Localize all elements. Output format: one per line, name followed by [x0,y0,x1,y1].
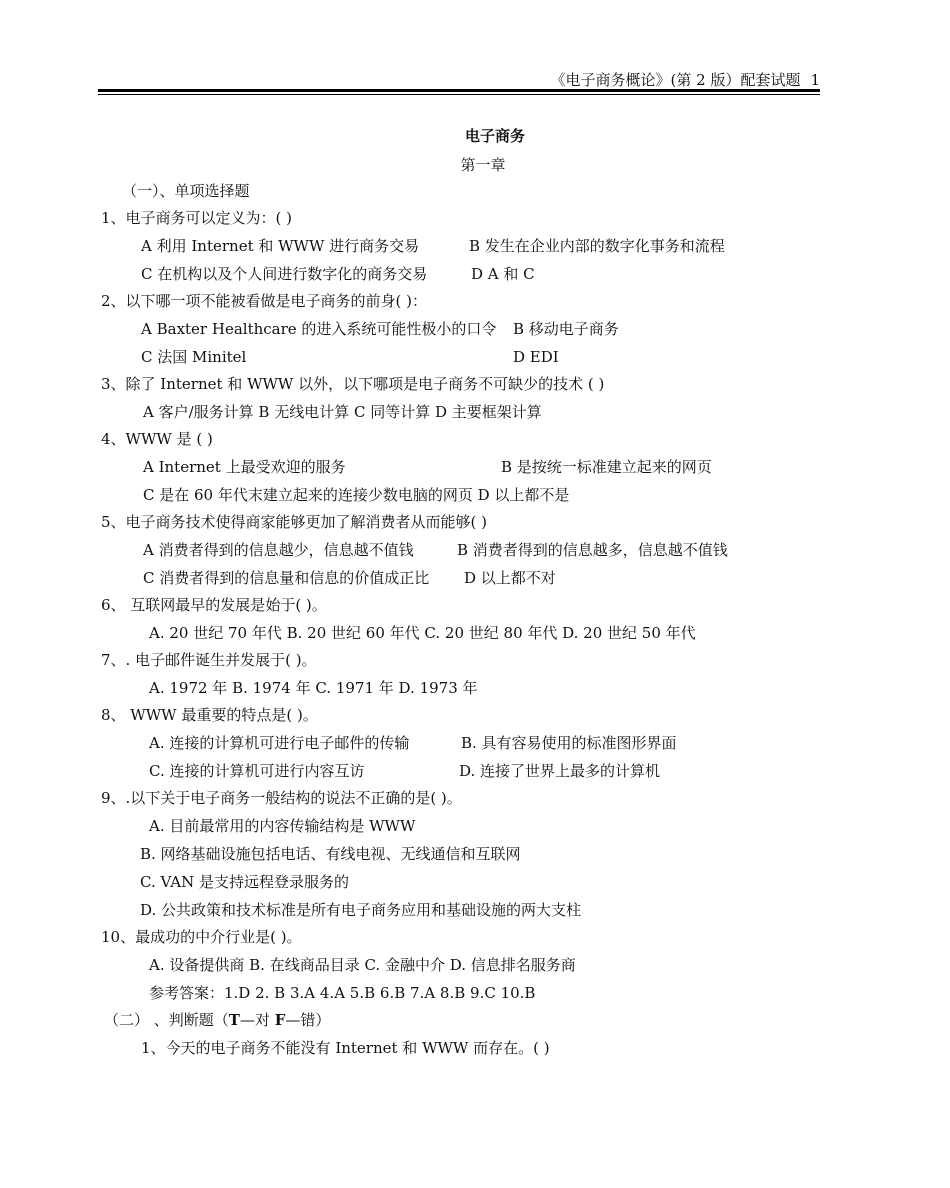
header-title: 《电子商务概论》(第 2 版）配套试题 [550,71,801,89]
doc-title: 电子商务 [464,127,525,145]
page-number: 1 [810,71,820,89]
question-10-stem: 10、最成功的中介行业是( )。 [101,928,302,946]
question-9-option-c: C. VAN 是支持远程登录服务的 [140,873,350,891]
question-9-stem: 9、.以下关于电子商务一般结构的说法不正确的是( )。 [101,789,462,807]
section2-heading-prefix: （二） 、判断题（ [104,1011,229,1029]
question-8-option-b: B. 具有容易使用的标准图形界面 [461,734,677,752]
section-heading-true-false [104,1010,330,1030]
question-6-options: A. 20 世纪 70 年代 B. 20 世纪 60 年代 C. 20 世纪 80 年代 D. 20 世纪 50 年代 [149,624,696,642]
question-1-option-b: B 发生在企业内部的数字化事务和流程 [469,237,725,255]
question-5-option-c: C 消费者得到的信息量和信息的价值成正比 [143,569,430,587]
question-9-option-d: D. 公共政策和技术标准是所有电子商务应用和基础设施的两大支柱 [140,901,582,919]
question-2-option-b: B 移动电子商务 [513,320,619,338]
header-rule-thick [98,89,820,92]
question-1-option-a: A 利用 Internet 和 WWW 进行商务交易 [141,237,420,255]
question-6-stem: 6、 互联网最早的发展是始于( )。 [101,596,327,614]
question-5-option-b: B 消费者得到的信息越多，信息越不值钱 [457,541,728,559]
running-header [551,69,820,90]
chapter-title: 第一章 [460,156,506,174]
false-label: —错） [285,1011,331,1029]
false-symbol: F [274,1011,286,1029]
answer-key: 参考答案：1.D 2. B 3.A 4.A 5.B 6.B 7.A 8.B 9.C 10.B [149,984,536,1002]
section-heading-single-choice: （一）、单项选择题 [122,182,250,200]
question-4-stem: 4、WWW 是 ( ) [101,430,213,448]
question-1-option-d: D A 和 C [471,265,535,283]
question-7-options: A. 1972 年 B. 1974 年 C. 1971 年 D. 1973 年 [149,679,478,697]
question-8-option-a: A. 连接的计算机可进行电子邮件的传输 [149,734,410,752]
question-3-options: A 客户/服务计算 B 无线电计算 C 同等计算 D 主要框架计算 [143,403,542,421]
question-8-stem: 8、 WWW 最重要的特点是( )。 [101,706,318,724]
question-2-stem: 2、以下哪一项不能被看做是电子商务的前身( )： [101,292,428,310]
true-false-item-1: 1、今天的电子商务不能没有 Internet 和 WWW 而存在。( ) [141,1039,550,1057]
question-4-option-a: A Internet 上最受欢迎的服务 [143,458,346,476]
true-label: —对 [239,1011,275,1029]
question-4-option-b: B 是按统一标准建立起来的网页 [501,458,712,476]
question-2-option-a: A Baxter Healthcare 的进入系统可能性极小的口令 [141,320,497,338]
question-4-option-cd: C 是在 60 年代末建立起来的连接少数电脑的网页 D 以上都不是 [143,486,570,504]
question-9-option-b: B. 网络基础设施包括电话、有线电视、无线通信和互联网 [140,845,521,863]
question-5-option-d: D 以上都不对 [464,569,556,587]
question-7-stem: 7、. 电子邮件诞生并发展于( )。 [101,651,317,669]
question-5-stem: 5、电子商务技术使得商家能够更加了解消费者从而能够( ) [101,513,488,531]
true-symbol: T [228,1011,240,1029]
question-3-stem: 3、除了 Internet 和 WWW 以外，以下哪项是电子商务不可缺少的技术 ( ) [101,375,605,393]
header-rule-thin [98,94,820,95]
question-1-stem: 1、电子商务可以定义为：( ) [101,209,293,227]
question-8-option-c: C. 连接的计算机可进行内容互访 [149,762,365,780]
question-10-options: A. 设备提供商 B. 在线商品目录 C. 金融中介 D. 信息排名服务商 [149,956,576,974]
question-2-option-d: D EDI [513,348,559,366]
question-2-option-c: C 法国 Minitel [141,348,247,366]
question-8-option-d: D. 连接了世界上最多的计算机 [459,762,661,780]
question-9-option-a: A. 目前最常用的内容传输结构是 WWW [149,817,416,835]
question-5-option-a: A 消费者得到的信息越少，信息越不值钱 [143,541,414,559]
question-1-option-c: C 在机构以及个人间进行数字化的商务交易 [141,265,428,283]
